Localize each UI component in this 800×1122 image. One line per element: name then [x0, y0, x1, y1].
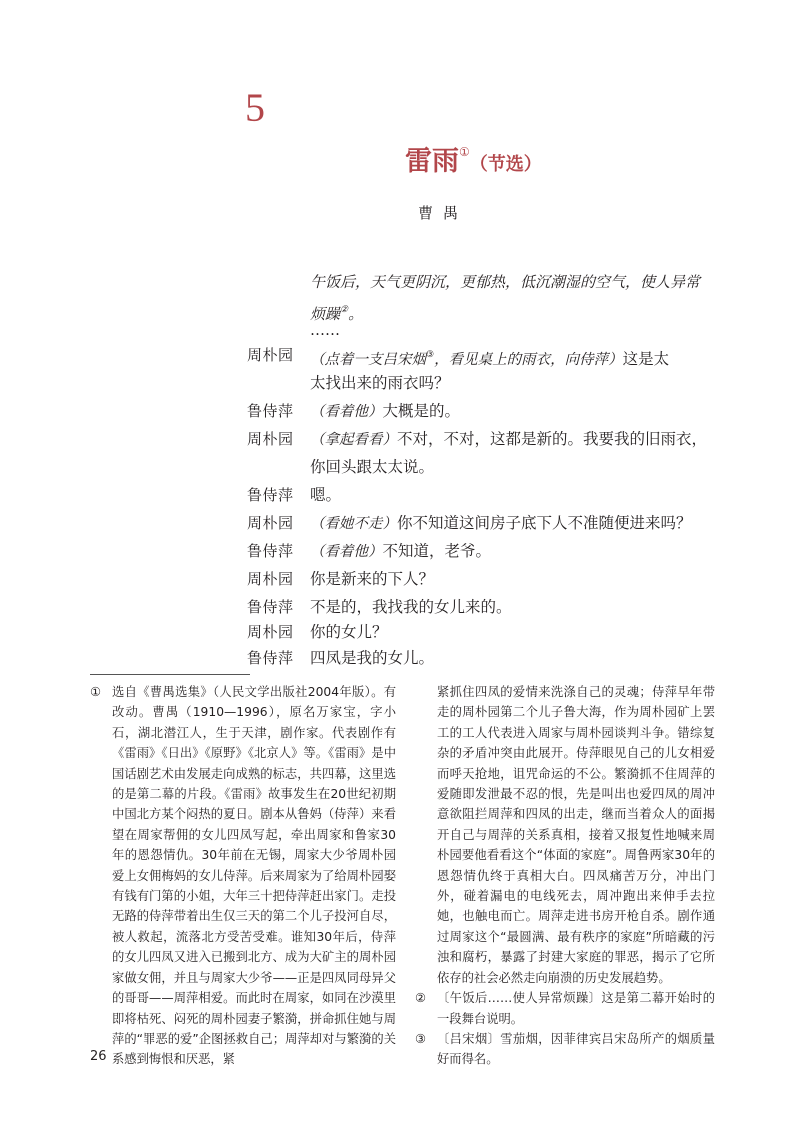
dialogue-line [247, 644, 717, 672]
speech-text [310, 537, 710, 566]
stage-direction-inline: （点着一支吕宋烟 [310, 352, 426, 368]
dialogue-line [247, 425, 717, 453]
speech-line: 你不知道这间房子底下人不准随便进来吗？ [397, 514, 692, 532]
speech-text: 四凤是我的女儿。 [310, 649, 435, 667]
speaker-name: 周朴园 [247, 514, 294, 532]
dialogue-line [247, 593, 717, 621]
footnote-marker: ① [90, 685, 102, 699]
dialogue-line [247, 537, 717, 565]
speech-text: 嗯。 [310, 486, 342, 504]
speech-text: 你的女儿？ [310, 623, 388, 641]
opening-stage-direction [310, 268, 710, 328]
dialogue-continuation [247, 453, 717, 481]
speech-text: 你回头跟太太说。 [310, 458, 435, 476]
speech-line: 不知道，老爷。 [382, 542, 492, 560]
footnote-ref[interactable]: ③ [426, 350, 435, 360]
speaker-name: 鲁侍萍 [247, 402, 294, 420]
speaker-name: 周朴园 [247, 430, 294, 448]
footnote-text: 〔吕宋烟〕雪茄烟，因菲律宾吕宋岛所产的烟质量好而得名。 [437, 1031, 715, 1067]
dialogue-line [247, 509, 717, 537]
stage-direction-end: 。 [348, 305, 364, 323]
speaker-name: 鲁侍萍 [247, 649, 294, 667]
dialogue-line [247, 481, 717, 509]
dialogue-continuation [247, 369, 717, 397]
ellipsis: …… [310, 321, 340, 339]
footnote-1 [90, 682, 396, 1070]
speech-line: 不对，不对，这都是新的。我要我的旧雨衣， [397, 430, 708, 448]
footnote-divider [90, 674, 250, 675]
footnotes-right-column [415, 682, 715, 1070]
speech-text [310, 509, 710, 538]
footnote-text: 〔午饭后……使人异常烦躁〕这是第二幕开始时的一段舞台说明。 [437, 991, 715, 1026]
title-footnote-ref[interactable]: ① [459, 145, 470, 159]
speaker-name: 鲁侍萍 [247, 486, 294, 504]
speech-text: 不是的，我找我的女儿来的。 [310, 598, 512, 616]
dialogue-line [247, 341, 717, 369]
footnote-text: 选自《曹禺选集》（人民文学出版社2004年版）。有改动。曹禺（1910—1996），原名万家宝，字小石，湖北潜江人，生于天津，剧作家。代表剧作有《雷雨》《日出》《原野》《北京人》等。《雷雨》是中国话剧艺术由发展走向成熟的标志，共四幕，这里选的是第二幕的片段。《雷雨》故事发生在20世纪初期中国北方某个闷热的夏日。剧本从鲁妈（侍萍）来看望在周家帮佣的女儿四凤写起，牵出周家和鲁家30年的恩怨情仇。30年前在无锡，周家大少爷周朴园爱上女佣梅妈的女儿侍萍。后来周家为了给周朴园娶有钱有门第的小姐，大年三十把侍萍赶出家门。走投无路的侍萍带着出生仅三天的第二个儿子投河自尽，被人救起，流落北方受苦受难。谁知30年后，侍萍的女儿四凤又进入已搬到北方、成为大矿主的周朴园家做女佣，并且与周家大少爷——正是四凤同母异父的哥哥——周萍相爱。而此时在周家，如同在沙漠里即将枯死、闷死的周朴园妻子繁漪，拼命抓住她与周萍的“罪恶的爱”企图拯救自己；周萍却对与繁漪的关系感到悔恨和厌恶，紧 [112, 685, 396, 1067]
speech-line: 这是太 [622, 350, 670, 368]
footnotes-left-column [90, 682, 396, 1070]
speaker-name: 鲁侍萍 [247, 598, 294, 616]
speech-text [310, 425, 710, 454]
speaker-name: 周朴园 [247, 570, 294, 588]
footnote-marker: ② [415, 991, 427, 1006]
stage-direction-inline: （看着他） [310, 404, 383, 420]
speech-line: 大概是的。 [382, 402, 461, 420]
footnote-2 [415, 988, 715, 1029]
stage-direction-inline: ，看见桌上的雨衣，向侍萍） [434, 352, 623, 368]
footnote-text: 紧抓住四凤的爱情来洗涤自己的灵魂；侍萍早年带走的周朴园第二个儿子鲁大海，作为周朴园矿上罢工的工人代表进入周家与周朴园谈判斗争。错综复杂的矛盾冲突由此展开。侍萍眼见自己的儿女相爱而呼天抢地，诅咒命运的不公。繁漪抓不住周萍的爱随即发泄最不忍的恨，先是叫出也爱四凤的周冲意欲阻拦周萍和四凤的出走，继而当着众人的面揭开自己与周萍的关系真相，接着又报复性地喊来周朴园要他看看这个“体面的家庭”。周鲁两家30年的恩怨情仇终于真相大白。四凤痛苦万分，冲出门外，碰着漏电的电线死去，周冲跑出来伸手去拉她，也触电而亡。周萍走进书房开枪自杀。剧作通过周家这个“最圆满、最有秩序的家庭”所暗藏的污浊和腐朽，暴露了封建大家庭的罪恶，揭示了它所依存的社会必然走向崩溃的历史发展趋势。 [437, 685, 715, 985]
stage-direction-inline: （看着他） [310, 544, 383, 560]
speech-text: 你是新来的下人？ [310, 570, 435, 588]
speaker-name: 周朴园 [247, 623, 294, 641]
speaker-name: 鲁侍萍 [247, 542, 294, 560]
page-number: 26 [90, 1049, 107, 1064]
footnote-1-continued [415, 682, 715, 988]
stage-direction-inline: （看她不走） [310, 516, 397, 532]
lesson-title [405, 144, 542, 180]
footnote-marker: ③ [415, 1031, 427, 1046]
speaker-name: 周朴园 [247, 346, 294, 364]
stage-direction-text: 午饭后，天气更阴沉，更郁热，低沉潮湿的空气，使人异常烦躁 [310, 273, 701, 323]
dialogue-line [247, 618, 717, 646]
lesson-number: 5 [245, 85, 265, 130]
dialogue-line [247, 565, 717, 593]
title-subtitle: （节选） [469, 154, 542, 175]
footnote-3 [415, 1029, 715, 1070]
speech-text [310, 397, 710, 426]
stage-footnote-ref[interactable]: ② [340, 305, 349, 315]
title-text: 雷雨 [405, 146, 459, 177]
dialogue-line [247, 397, 717, 425]
author-name: 曹禺 [418, 204, 469, 222]
speech-text: 太找出来的雨衣吗？ [310, 374, 450, 392]
stage-direction-inline: （拿起看看） [310, 432, 397, 448]
